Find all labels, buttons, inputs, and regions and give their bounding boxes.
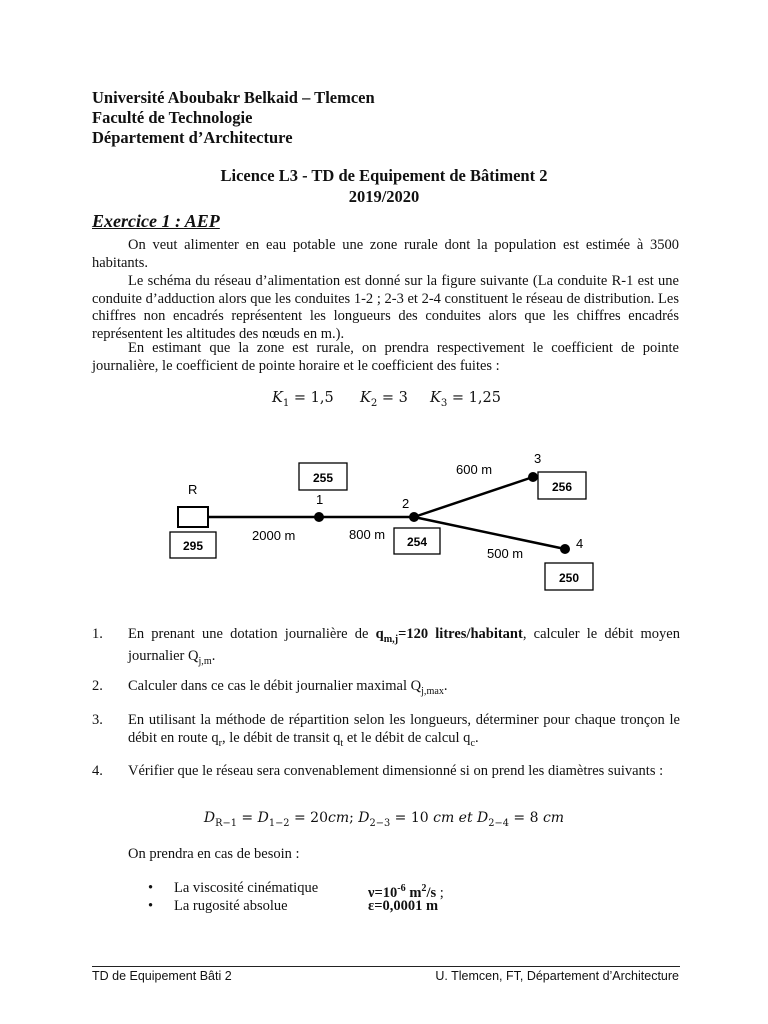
faculty-name: Faculté de Technologie — [92, 108, 253, 127]
altitude-2: 254 — [406, 535, 428, 549]
university-name: Université Aboubakr Belkaid – Tlemcen — [92, 88, 375, 107]
network-paragraph: Le schéma du réseau d’alimentation est donné sur la figure suivante (La conduite R-1 est une conduite d’adduction alors que les conduites 1-2 ; 2-3 et 2-4 constituent le réseau de distribution. Les chiffres non encadrés représentent les longueurs des conduites alors que les chiffres encadrés représentent les altitudes des nœuds en m.). — [92, 273, 679, 342]
reservoir-r — [178, 507, 208, 527]
length-2-4: 500 m — [487, 546, 524, 561]
institution-header — [92, 88, 375, 148]
node-2-label: 2 — [402, 496, 410, 511]
footer-rule — [92, 966, 680, 967]
intro-paragraph: On veut alimenter en eau potable une zone rurale dont la population est estimée à 3500 habitants. — [92, 237, 679, 271]
node-1-dot — [314, 512, 324, 522]
coefficient-k2: $K_2 = 3$ — [360, 390, 408, 409]
question-2: 2. Calculer dans ce cas le débit journalier maximal $Q_{j,max}$. — [92, 678, 448, 697]
node-4-label: 4 — [576, 536, 584, 551]
diameters-equation: $D_{R-1} = D_{1-2} = 20cm$; $D_{2-3} = 10$ cm et $D_{2-4} = 8$ cm — [203, 810, 565, 829]
course-title: Licence L3 - TD de Equipement de Bâtiment 2 — [220, 166, 548, 185]
node-4-dot — [560, 544, 570, 554]
coefficient-k1: $K_1 = 1,5$ — [272, 390, 334, 409]
exercise-title: Exercice 1 : AEP — [92, 211, 220, 231]
altitude-3: 256 — [551, 480, 573, 494]
coefficients-paragraph: En estimant que la zone est rurale, on prendra respectivement le coefficient de pointe journalière, le coefficient de pointe horaire et le coefficient des fuites : — [92, 340, 679, 374]
node-2-dot — [409, 512, 419, 522]
node-3-label: 3 — [534, 451, 542, 466]
course-year: 2019/2020 — [348, 187, 420, 206]
document-page: Université Aboubakr Belkaid – Tlemcen Faculté de Technologie Département d’Architecture Licence L3 - TD de Equipement de Bâtiment 2 2019/2020 Exercice 1 : AEP On veut alimenter en eau potable une zone rurale dont la population est estimée à 3500 habitants. Le schéma du réseau d’alimentation est donné sur la figure suivante (La conduite R-1 est une conduite d’adduction alors que les conduites 1-2 ; 2-3 et 2-4 constituent le réseau de distribution. Les chiffres non encadrés représentent les longueurs des conduites alors que les chiffres encadrés représentent les altitudes des nœuds en m.). En estimant que la zone est rurale, on prendra respectivement le coefficient de pointe journalière, le coefficient de pointe horaire et le coefficient des fuites : $K_1 = 1,5$ $K_2 = 3$ $K_3 = 1,25$ R 1 2 3 4 295 255 254 256 250 2000 m 800 m 600 m 500 m 1. En prenant une dotation journalière de $q_{m,j}=120$ litres/habitant, calculer le débit moyen journalier $Q_{j,m}$. 2. Calculer dans ce cas le débit journalier maximal $Q_{j,max}$. 3. En utilisant la méthode de répartition selon les longueurs, déterminer pour chaque tronçon le débit en route $q_r$, le débit de transit $q_t$ et le débit de calcul $q_c$. 4. Vérifier que le réseau sera convenablement dimensionné si on prend les diamètres suivants : $D_{R-1} = D_{1-2} = 20cm$; $D_{2-3} = 10$ cm et $D_{2-4} = 8$ cm On prendra en cas de besoin : • La viscosité cinématique $\nu=10^{-6}$ $m^2/s$ ; • La rugosité absolue ε=0,0001 m TD de Equipement Bâti 2 U. Tlemcen, FT, Département d’Architecture — [0, 0, 768, 1024]
node-3-dot — [528, 472, 538, 482]
question-4: 4. Vérifier que le réseau sera convenablement dimensionné si on prend les diamètres suivants : — [92, 763, 664, 779]
network-diagram — [0, 440, 768, 600]
length-r-1: 2000 m — [252, 528, 296, 543]
question-1: 1. En prenant une dotation journalière de $q_{m,j}=120$ litres/habitant, calculer le débit moyen journalier $Q_{j,m}$. — [92, 626, 680, 668]
reservoir-label: R — [188, 482, 198, 497]
altitude-r: 295 — [182, 539, 204, 553]
question-3: 3. En utilisant la méthode de répartition selon les longueurs, déterminer pour chaque tronçon le débit en route $q_r$, le débit de transit $q_t$ et le débit de calcul $q_c$. — [92, 712, 680, 749]
footer-right: U. Tlemcen, FT, Département d’Architecture — [435, 969, 679, 983]
constants-intro: On prendra en cas de besoin : — [128, 846, 300, 862]
altitude-1: 255 — [312, 471, 334, 485]
department-name: Département d’Architecture — [92, 128, 293, 147]
coefficient-k3: $K_3 = 1,25$ — [430, 390, 501, 409]
node-1-label: 1 — [316, 492, 324, 507]
altitude-4: 250 — [558, 571, 580, 585]
pipe-2-3 — [414, 477, 533, 517]
length-1-2: 800 m — [349, 527, 386, 542]
footer-left: TD de Equipement Bâti 2 — [92, 969, 232, 983]
length-2-3: 600 m — [456, 462, 493, 477]
